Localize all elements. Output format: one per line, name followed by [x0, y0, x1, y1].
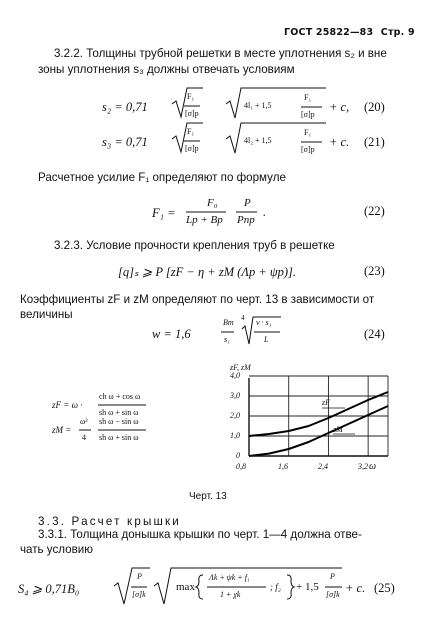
equation-number-23: (23) [364, 264, 385, 278]
para-331-line1: 3.3.1. Толщина донышка крышки по черт. 1—4 должна отве- [38, 528, 362, 541]
para-coef-line2: величины [20, 308, 73, 321]
y-tick-2: 2,0 [230, 411, 240, 420]
equation-number-24: (24) [364, 327, 385, 341]
para-322-line2: зоны уплотнения s₃ должны отвечать условиям [38, 63, 295, 76]
series-line-zM [249, 406, 388, 456]
equation-number-21: (21) [364, 135, 385, 149]
para-331-line2: чать условию [20, 543, 93, 556]
x-tick-1: 1,6 [278, 462, 288, 471]
series-label-zF: zF [322, 398, 330, 407]
para-322-line1: 3.2.2. Толщины трубной решетки в месте уплотнения s₂ и вне [54, 47, 387, 60]
chart-ylabel: zF, zM [230, 363, 251, 372]
y-tick-4: 4,0 [230, 371, 240, 380]
y-tick-3: 3,0 [230, 391, 240, 400]
series-line-zF [249, 392, 388, 436]
equation-number-25: (25) [374, 581, 395, 595]
equation-23: [q]ₛ ⩾ P [zF − η + zM (Λp + ψp)]. [118, 265, 297, 279]
para-force: Расчетное усилие F₁ определяют по формуле [38, 171, 286, 184]
standard-code: ГОСТ 25822—83 [284, 27, 374, 38]
series-label-leaders [322, 408, 355, 434]
para-coef-line1: Коэффициенты zF и zM определяют по черт. 13 в зависимости от [20, 293, 375, 306]
equation-number-20: (20) [364, 100, 385, 114]
chart-axes [249, 378, 388, 456]
y-tick-1: 1,0 [230, 431, 240, 440]
equation-number-22: (22) [364, 204, 385, 218]
page-number: Стр. 9 [380, 27, 415, 38]
x-tick-2: 2,4 [318, 462, 328, 471]
chart-series [249, 392, 388, 456]
para-323: 3.2.3. Условие прочности крепления труб в решетке [54, 239, 335, 252]
series-label-zM: zM [333, 425, 343, 434]
chart-xlabel: ω [369, 461, 377, 472]
x-tick-0: 0,8 [236, 462, 246, 471]
y-tick-0: 0 [236, 451, 240, 460]
x-tick-3: 3,2 [358, 462, 368, 471]
section-33-title: 3.3. Расчет крышки [38, 515, 181, 528]
figure-caption: Черт. 13 [189, 491, 227, 502]
